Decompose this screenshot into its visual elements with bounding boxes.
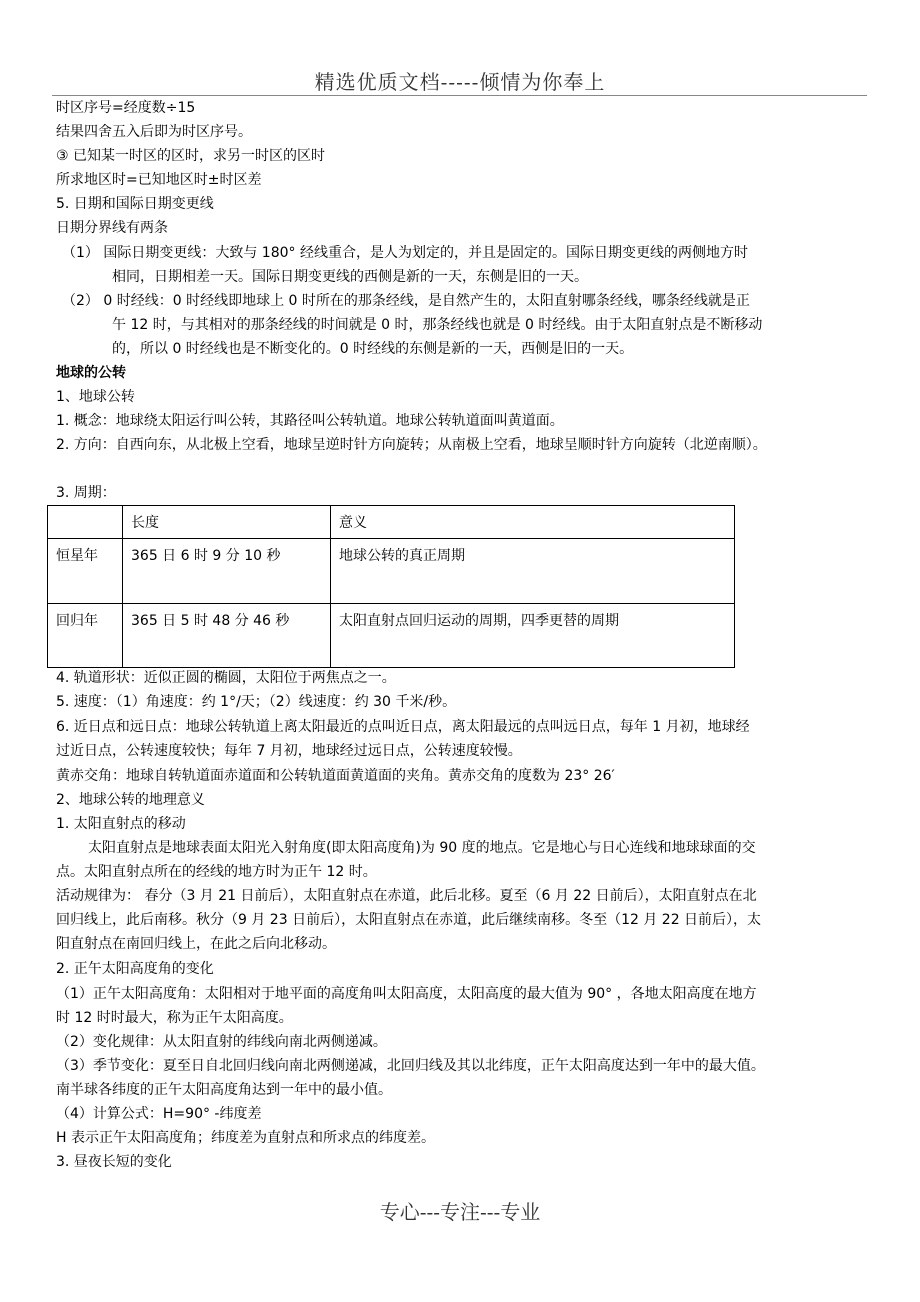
text-line: 2. 正午太阳高度角的变化 <box>56 961 214 977</box>
text-line: 3. 昼夜长短的变化 <box>56 1154 172 1170</box>
table-row <box>48 539 735 604</box>
text-line: 时 12 时时最大，称为正午太阳高度。 <box>56 1010 293 1026</box>
table-cell: 太阳直射点回归运动的周期，四季更替的周期 <box>331 604 735 668</box>
text-line: ③ 已知某一时区的区时，求另一时区的区时 <box>56 148 325 164</box>
table-header-cell <box>48 506 123 539</box>
table-row <box>48 604 735 668</box>
text-line: 黄赤交角：地球自转轨道面赤道面和公转轨道面黄道面的夹角。黄赤交角的度数为 23° 26′ <box>56 768 615 784</box>
table-cell: 地球公转的真正周期 <box>331 539 735 604</box>
text-line: 相同，日期相差一天。国际日期变更线的西侧是新的一天，东侧是旧的一天。 <box>112 269 588 285</box>
text-line: 2. 方向：自西向东，从北极上空看，地球呈逆时针方向旋转；从南极上空看，地球呈顺时针方向旋转（北逆南顺）。 <box>56 437 767 453</box>
text-line: H 表示正午太阳高度角；纬度差为直射点和所求点的纬度差。 <box>56 1130 435 1146</box>
table-header-cell: 意义 <box>331 506 735 539</box>
text-line: 3. 周期： <box>56 485 116 501</box>
text-line: （2）变化规律：从太阳直射的纬线向南北两侧递减。 <box>56 1034 387 1050</box>
section-title: 地球的公转 <box>56 365 126 381</box>
text-line: 日期分界线有两条 <box>56 220 168 236</box>
text-line: 过近日点，公转速度较快；每年 7 月初，地球经过远日点，公转速度较慢。 <box>56 743 522 759</box>
text-line: 5. 速度：（1）角速度：约 1°/天；（2）线速度：约 30 千米/秒。 <box>56 694 457 710</box>
text-line: 1. 概念：地球绕太阳运行叫公转，其路径叫公转轨道。地球公转轨道面叫黄道面。 <box>56 413 564 429</box>
text-line: 6. 近日点和远日点：地球公转轨道上离太阳最近的点叫近日点，离太阳最远的点叫远日点，每年 1 月初，地球经 <box>56 719 750 735</box>
period-table <box>47 505 735 668</box>
text-line: 4. 轨道形状：近似正圆的椭圆，太阳位于两焦点之一。 <box>56 670 396 686</box>
text-line: 时区序号=经度数÷15 <box>56 100 196 116</box>
text-line: 回归线上，此后南移。秋分（9 月 23 日前后），太阳直射点在赤道，此后继续南移。冬至（12 月 22 日前后），太 <box>56 912 762 928</box>
list-item: （1） 国际日期变更线：大致与 180° 经线重合，是人为划定的，并且是固定的。国际日期变更线的两侧地方时 <box>62 245 748 261</box>
section-heading: 5. 日期和国际日期变更线 <box>56 196 214 212</box>
text-line: 南半球各纬度的正午太阳高度角达到一年中的最小值。 <box>56 1082 392 1098</box>
table-cell: 回归年 <box>48 604 123 668</box>
table-cell: 恒星年 <box>48 539 123 604</box>
text-line: 点。太阳直射点所在的经线的地方时为正午 12 时。 <box>56 864 377 880</box>
text-line: 午 12 时，与其相对的那条经线的时间就是 0 时，那条经线也就是 0 时经线。由于太阳直射点是不断移动 <box>112 317 763 333</box>
table-cell: 365 日 5 时 48 分 46 秒 <box>123 604 331 668</box>
text-line: 1. 太阳直射点的移动 <box>56 816 186 832</box>
text-line: 阳直射点在南回归线上，在此之后向北移动。 <box>56 936 336 952</box>
page-header: 精选优质文档-----倾情为你奉上 <box>314 70 606 94</box>
page-footer: 专心---专注---专业 <box>379 1200 541 1224</box>
table-header-cell: 长度 <box>123 506 331 539</box>
text-line: 的，所以 0 时经线也是不断变化的。0 时经线的东侧是新的一天，西侧是旧的一天。 <box>112 341 634 357</box>
text-line: （3）季节变化：夏至日自北回归线向南北两侧递减，北回归线及其以北纬度，正午太阳高度达到一年中的最大值。 <box>56 1058 765 1074</box>
text-line: （4）计算公式：H=90° -纬度差 <box>56 1106 262 1122</box>
text-line: 所求地区时=已知地区时±时区差 <box>56 172 262 188</box>
text-line: 结果四舍五入后即为时区序号。 <box>56 124 252 140</box>
subsection-heading: 2、地球公转的地理意义 <box>56 792 205 808</box>
text-line: 活动规律为： 春分（3 月 21 日前后），太阳直射点在赤道，此后北移。夏至（6 月 22 日前后），太阳直射点在北 <box>56 888 757 904</box>
text-line: 太阳直射点是地球表面太阳光入射角度(即太阳高度角)为 90 度的地点。它是地心与日心连线和地球球面的交 <box>88 840 756 856</box>
subsection-heading: 1、地球公转 <box>56 389 135 405</box>
text-line: （1）正午太阳高度角：太阳相对于地平面的高度角叫太阳高度，太阳高度的最大值为 90° ，各地太阳高度在地方 <box>56 986 757 1002</box>
table-cell: 365 日 6 时 9 分 10 秒 <box>123 539 331 604</box>
list-item: （2） 0 时经线：0 时经线即地球上 0 时所在的那条经线，是自然产生的，太阳直射哪条经线，哪条经线就是正 <box>62 293 750 309</box>
header-rule <box>52 95 867 96</box>
